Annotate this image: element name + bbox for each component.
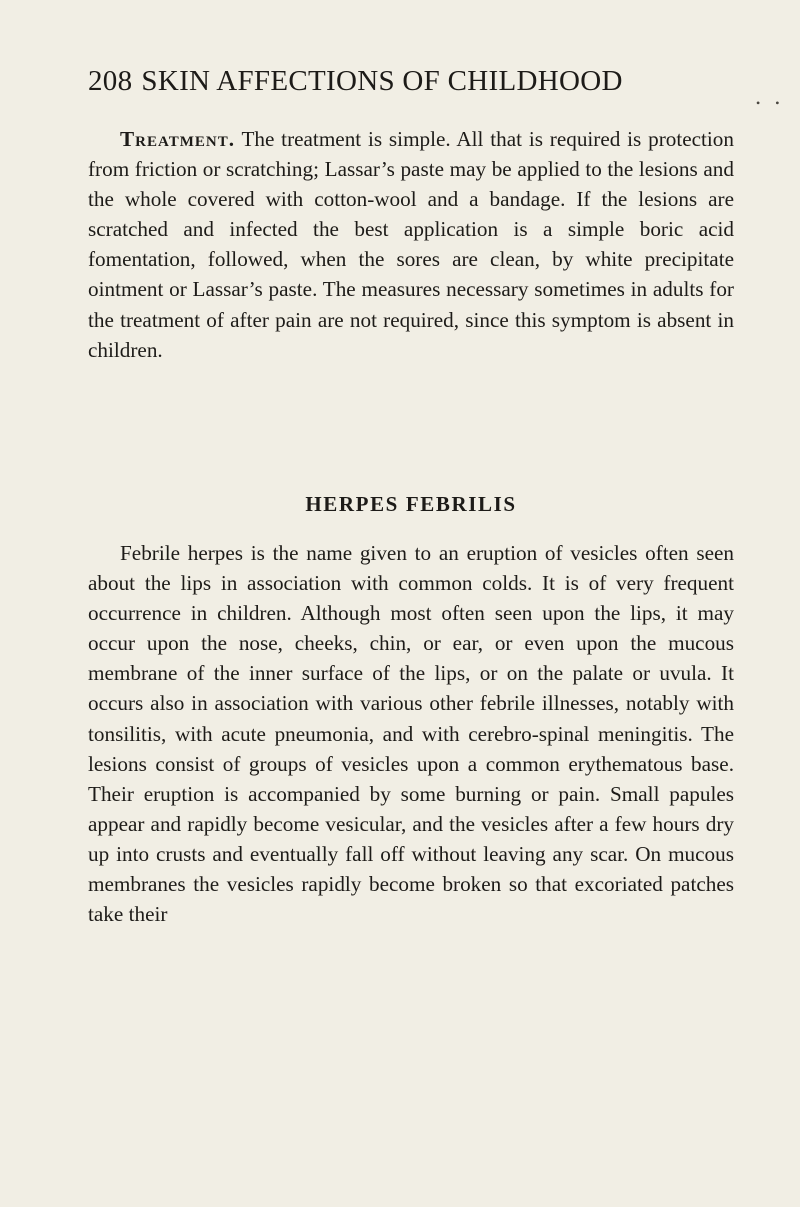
treatment-run-in-heading: Treatment. — [120, 127, 235, 151]
treatment-text: The treatment is simple. All that is required is protection from friction or scratching; Lassar’s paste may be applied to the lesions and the whole covered with cotton-wool and a bandage. If the lesions are scratched and infected the best application is a simple boric acid fomentation, followed, when the sores are clean, by white precipitate ointment or Lassar’s paste. The measures necessary sometimes in adults for the treatment of after pain are not required, since this symptom is absent in children. — [88, 127, 734, 362]
running-head — [88, 64, 728, 98]
printer-marks: • • — [756, 96, 786, 110]
section-heading-herpes-febrilis: HERPES FEBRILIS — [305, 492, 517, 516]
treatment-paragraph — [88, 124, 734, 365]
page-number: 208 — [88, 65, 133, 97]
running-head-title: SKIN AFFECTIONS OF CHILDHOOD — [141, 65, 623, 97]
herpes-paragraph: Febrile herpes is the name given to an eruption of vesicles often seen about the lips in association with common colds. It is of very frequent occurrence in children. Although most often seen upon the lips, it may occur upon the nose, cheeks, chin, or ear, or even upon the mucous membrane of the inner surface of the lips, or on the palate or uvula. It occurs also in association with various other febrile illnesses, notably with tonsilitis, with acute pneumonia, and with cerebro-spinal meningitis. The lesions consist of groups of vesicles upon a common erythematous base. Their eruption is accompanied by some burning or pain. Small papules appear and rapidly become vesicular, and the vesicles after a few hours dry up into crusts and eventually fall off without leaving any scar. On mucous membranes the vesicles rapidly become broken so that excoriated patches take their — [88, 541, 734, 927]
